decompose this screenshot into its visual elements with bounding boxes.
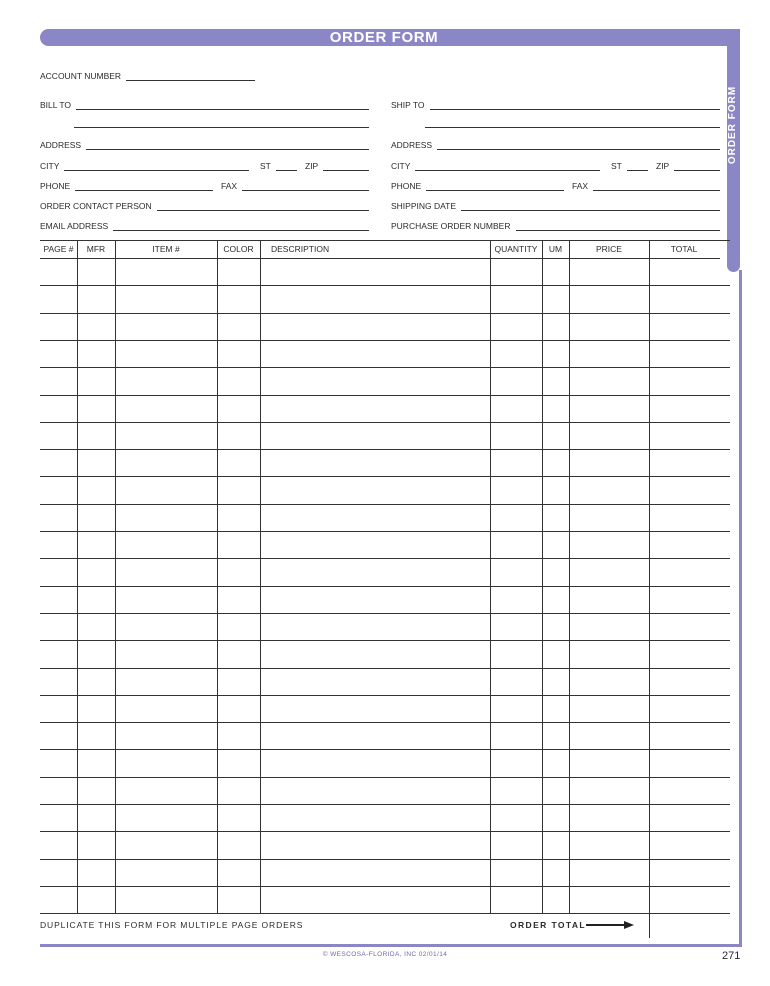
copyright-text: © WESCOSA-FLORIDA, INC 02/01/14	[322, 951, 448, 958]
bill-fax-label: FAX	[221, 181, 238, 191]
table-row[interactable]	[40, 668, 730, 695]
col-header-mfr: MFR	[86, 244, 106, 254]
bill-zip-field[interactable]	[305, 157, 369, 171]
duplicate-form-note: DUPLICATE THIS FORM FOR MULTIPLE PAGE ORDERS	[40, 920, 304, 930]
email-address-field[interactable]	[40, 217, 369, 231]
table-row[interactable]	[40, 640, 730, 667]
ship-fax-label: FAX	[572, 181, 589, 191]
ship-fax-field[interactable]	[572, 177, 720, 191]
ship-phone-field[interactable]	[391, 177, 564, 191]
bill-to-field[interactable]	[40, 96, 369, 110]
bill-st-field[interactable]	[260, 157, 297, 171]
bill-to-label: BILL TO	[40, 100, 72, 110]
order-contact-person-line[interactable]	[157, 201, 369, 211]
bill-phone-line[interactable]	[75, 181, 213, 191]
bill-st-line[interactable]	[276, 161, 297, 171]
order-contact-person-field[interactable]	[40, 197, 369, 211]
ship-fax-line[interactable]	[593, 181, 720, 191]
ship-phone-line[interactable]	[426, 181, 564, 191]
bill-zip-line[interactable]	[323, 161, 369, 171]
ship-st-label: ST	[611, 161, 622, 171]
ship-city-line[interactable]	[415, 161, 600, 171]
table-row[interactable]	[40, 886, 730, 913]
bill-city-label: CITY	[40, 161, 60, 171]
ship-st-field[interactable]	[611, 157, 648, 171]
ship-zip-line[interactable]	[674, 161, 720, 171]
table-row[interactable]	[40, 258, 730, 285]
account-number-field[interactable]	[40, 67, 255, 81]
email-address-line[interactable]	[113, 221, 369, 231]
ship-city-label: CITY	[391, 161, 411, 171]
table-row[interactable]	[40, 722, 730, 749]
bill-city-field[interactable]	[40, 157, 249, 171]
col-header-price: PRICE	[596, 244, 622, 254]
table-top-rule	[40, 240, 730, 241]
bill-to-line-2[interactable]	[74, 127, 369, 128]
bill-fax-field[interactable]	[221, 177, 369, 191]
bill-phone-field[interactable]	[40, 177, 213, 191]
table-row[interactable]	[40, 558, 730, 585]
ship-to-line-2[interactable]	[425, 127, 720, 128]
table-row-rule	[40, 913, 730, 914]
table-row[interactable]	[40, 777, 730, 804]
ship-to-label: SHIP TO	[391, 100, 425, 110]
ship-address-line[interactable]	[437, 140, 720, 150]
table-row[interactable]	[40, 831, 730, 858]
bill-phone-label: PHONE	[40, 181, 71, 191]
col-header-quantity: QUANTITY	[494, 244, 538, 254]
bill-city-line[interactable]	[64, 161, 249, 171]
title-banner	[40, 29, 740, 46]
order-total-box-rule	[649, 913, 650, 938]
table-row[interactable]	[40, 749, 730, 776]
account-number-line[interactable]	[126, 71, 255, 81]
purchase-order-number-label: PURCHASE ORDER NUMBER	[391, 221, 511, 231]
table-row[interactable]	[40, 613, 730, 640]
table-row[interactable]	[40, 695, 730, 722]
ship-zip-label: ZIP	[656, 161, 670, 171]
page-title: ORDER FORM	[329, 29, 439, 46]
frame-bottom-rule	[40, 944, 742, 947]
bill-address-line[interactable]	[86, 140, 369, 150]
bill-address-label: ADDRESS	[40, 140, 82, 150]
ship-phone-label: PHONE	[391, 181, 422, 191]
purchase-order-number-field[interactable]	[391, 217, 720, 231]
table-row[interactable]	[40, 422, 730, 449]
col-header-total: TOTAL	[670, 244, 698, 254]
bill-st-label: ST	[260, 161, 271, 171]
ship-address-label: ADDRESS	[391, 140, 433, 150]
table-row[interactable]	[40, 340, 730, 367]
right-arrow-icon	[586, 920, 634, 930]
shipping-date-field[interactable]	[391, 197, 720, 211]
table-row[interactable]	[40, 476, 730, 503]
bill-zip-label: ZIP	[305, 161, 319, 171]
table-row[interactable]	[40, 504, 730, 531]
shipping-date-line[interactable]	[461, 201, 720, 211]
ship-st-line[interactable]	[627, 161, 648, 171]
bill-address-field[interactable]	[40, 136, 369, 150]
col-header-page: PAGE #	[43, 244, 74, 254]
ship-city-field[interactable]	[391, 157, 600, 171]
table-row[interactable]	[40, 395, 730, 422]
account-number-label: ACCOUNT NUMBER	[40, 71, 122, 81]
order-lines-table	[40, 240, 730, 940]
frame-right-rule	[739, 270, 742, 946]
shipping-date-label: SHIPPING DATE	[391, 201, 457, 211]
table-row[interactable]	[40, 531, 730, 558]
table-row[interactable]	[40, 449, 730, 476]
table-row[interactable]	[40, 285, 730, 312]
table-row[interactable]	[40, 859, 730, 886]
bill-to-line[interactable]	[76, 100, 369, 110]
table-row[interactable]	[40, 804, 730, 831]
page-number: 271	[722, 950, 741, 962]
email-address-label: EMAIL ADDRESS	[40, 221, 109, 231]
col-header-item: ITEM #	[152, 244, 180, 254]
col-header-description: DESCRIPTION	[271, 244, 330, 254]
col-header-color: COLOR	[223, 244, 254, 254]
ship-address-field[interactable]	[391, 136, 720, 150]
ship-zip-field[interactable]	[656, 157, 720, 171]
ship-to-line[interactable]	[430, 100, 720, 110]
side-tab-label: ORDER FORM	[727, 85, 738, 165]
ship-to-field[interactable]	[391, 96, 720, 110]
col-header-um: UM	[548, 244, 563, 254]
table-row[interactable]	[40, 586, 730, 613]
table-row[interactable]	[40, 367, 730, 394]
order-total-label: ORDER TOTAL	[510, 920, 586, 930]
order-contact-person-label: ORDER CONTACT PERSON	[40, 201, 152, 211]
purchase-order-number-line[interactable]	[516, 221, 721, 231]
table-row[interactable]	[40, 313, 730, 340]
bill-fax-line[interactable]	[242, 181, 369, 191]
